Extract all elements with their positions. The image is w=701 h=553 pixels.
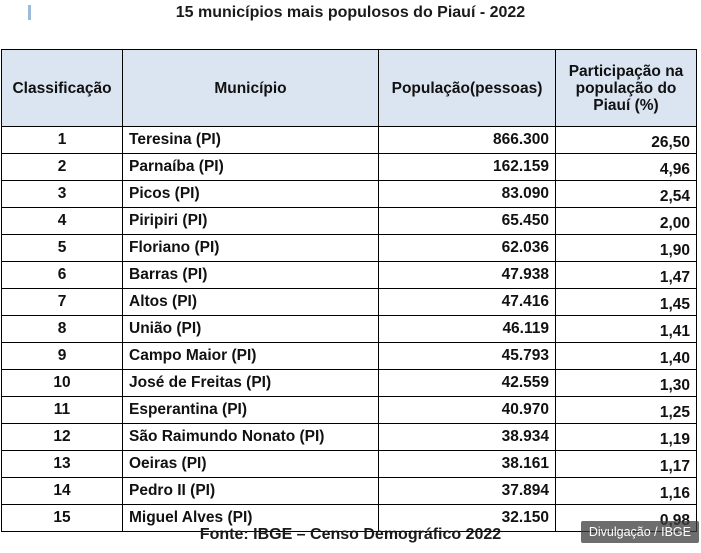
table-row	[2, 397, 697, 424]
share-cell: 1,17	[556, 451, 697, 478]
municipality-cell: Barras (PI)	[123, 262, 379, 289]
share-cell: 1,90	[556, 235, 697, 262]
rank-cell: 2	[2, 154, 123, 181]
rank-cell: 12	[2, 424, 123, 451]
rank-cell: 3	[2, 181, 123, 208]
share-cell: 2,00	[556, 208, 697, 235]
rank-cell: 11	[2, 397, 123, 424]
table-row	[2, 478, 697, 505]
population-cell: 47.416	[379, 289, 556, 316]
table-row	[2, 343, 697, 370]
table-row	[2, 127, 697, 154]
population-cell: 866.300	[379, 127, 556, 154]
population-cell: 42.559	[379, 370, 556, 397]
municipality-cell: Oeiras (PI)	[123, 451, 379, 478]
share-cell: 2,54	[556, 181, 697, 208]
header-municipality: Município	[123, 50, 379, 127]
municipality-cell: Parnaíba (PI)	[123, 154, 379, 181]
table-row	[2, 181, 697, 208]
rank-cell: 14	[2, 478, 123, 505]
rank-cell: 8	[2, 316, 123, 343]
header-share: Participação na população do Piauí (%)	[556, 50, 697, 127]
table-row	[2, 370, 697, 397]
population-cell: 38.161	[379, 451, 556, 478]
municipality-cell: Floriano (PI)	[123, 235, 379, 262]
table-row	[2, 208, 697, 235]
municipality-cell: Campo Maior (PI)	[123, 343, 379, 370]
rank-cell: 9	[2, 343, 123, 370]
municipality-cell: São Raimundo Nonato (PI)	[123, 424, 379, 451]
population-cell: 46.119	[379, 316, 556, 343]
municipality-cell: Altos (PI)	[123, 289, 379, 316]
share-cell: 1,19	[556, 424, 697, 451]
municipality-cell: Piripiri (PI)	[123, 208, 379, 235]
municipality-cell: Teresina (PI)	[123, 127, 379, 154]
share-cell: 1,40	[556, 343, 697, 370]
rank-cell: 5	[2, 235, 123, 262]
share-cell: 26,50	[556, 127, 697, 154]
table-row	[2, 316, 697, 343]
population-cell: 62.036	[379, 235, 556, 262]
population-cell: 162.159	[379, 154, 556, 181]
municipality-cell: Miguel Alves (PI)	[123, 505, 379, 532]
share-cell: 1,45	[556, 289, 697, 316]
population-cell: 32.150	[379, 505, 556, 532]
population-cell: 45.793	[379, 343, 556, 370]
rank-cell: 7	[2, 289, 123, 316]
population-table	[1, 49, 697, 532]
population-cell: 40.970	[379, 397, 556, 424]
share-cell: 4,96	[556, 154, 697, 181]
rank-cell: 13	[2, 451, 123, 478]
table-header-row	[2, 50, 697, 127]
municipality-cell: José de Freitas (PI)	[123, 370, 379, 397]
population-cell: 65.450	[379, 208, 556, 235]
share-cell: 1,30	[556, 370, 697, 397]
table-row	[2, 154, 697, 181]
table-body	[2, 127, 697, 532]
population-cell: 38.934	[379, 424, 556, 451]
header-population: População(pessoas)	[379, 50, 556, 127]
table-row	[2, 424, 697, 451]
table-row	[2, 289, 697, 316]
municipality-cell: Esperantina (PI)	[123, 397, 379, 424]
population-cell: 83.090	[379, 181, 556, 208]
population-cell: 47.938	[379, 262, 556, 289]
municipality-cell: União (PI)	[123, 316, 379, 343]
municipality-cell: Pedro II (PI)	[123, 478, 379, 505]
table-row	[2, 235, 697, 262]
table-row	[2, 262, 697, 289]
population-cell: 37.894	[379, 478, 556, 505]
header-rank: Classificação	[2, 50, 123, 127]
rank-cell: 6	[2, 262, 123, 289]
table-row	[2, 451, 697, 478]
table-title: 15 municípios mais populosos do Piauí - 2022	[175, 4, 526, 21]
share-cell: 1,41	[556, 316, 697, 343]
rank-cell: 10	[2, 370, 123, 397]
rank-cell: 15	[2, 505, 123, 532]
image-credit: Divulgação / IBGE	[581, 521, 699, 543]
share-cell: 1,16	[556, 478, 697, 505]
rank-cell: 1	[2, 127, 123, 154]
rank-cell: 4	[2, 208, 123, 235]
share-cell: 1,47	[556, 262, 697, 289]
municipality-cell: Picos (PI)	[123, 181, 379, 208]
source-note: Fonte: IBGE – Censo Demográfico 2022	[199, 526, 502, 543]
share-cell: 1,25	[556, 397, 697, 424]
